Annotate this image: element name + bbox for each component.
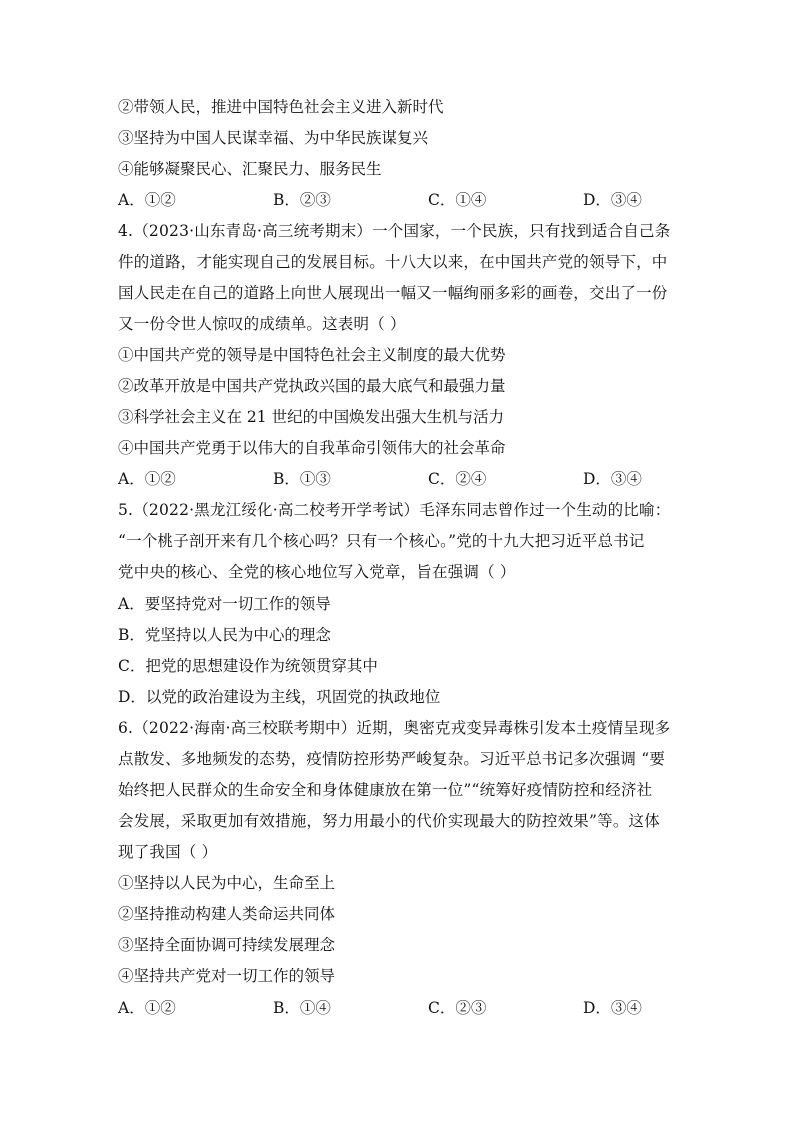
- q5-choice-b[interactable]: B．党坚持以人民为中心的理念: [118, 626, 331, 644]
- q6-stem-line-1: 6.（2022·海南·高三校联考期中）近期，奥密克戎变异毒株引发本土疫情呈现多: [118, 719, 671, 737]
- q5-choice-c[interactable]: C．把党的思想建设作为统领贯穿其中: [118, 657, 378, 675]
- q4-options: [118, 469, 678, 489]
- q3-option-d[interactable]: D．③④: [583, 191, 642, 209]
- q4-stem-line-3: 国人民走在自己的道路上向世人展现出一幅又一幅绚丽多彩的画卷，交出了一份: [118, 284, 668, 302]
- q6-stem-line-3: 始终把人民群众的生命安全和身体健康放在第一位”“统筹好疫情防控和经济社: [118, 781, 653, 799]
- q4-item-2: ②改革开放是中国共产党执政兴国的最大底气和最强力量: [118, 377, 506, 395]
- q4-option-b[interactable]: B．①③: [273, 470, 331, 488]
- q6-item-1: ①坚持以人民为中心，生命至上: [118, 874, 336, 892]
- q5-choice-d[interactable]: D．以党的政治建设为主线，巩固党的执政地位: [118, 688, 441, 706]
- q3-item-2: ②带领人民，推进中国特色社会主义进入新时代: [118, 98, 444, 116]
- q4-option-a[interactable]: A．①②: [118, 470, 176, 488]
- q6-stem-line-4: 会发展，采取更加有效措施，努力用最小的代价实现最大的防控效果”等。这体: [118, 812, 660, 830]
- q3-options: [118, 190, 678, 210]
- q4-stem-line-1: 4.（2023·山东青岛·高三统考期末）一个国家，一个民族，只有找到适合自己条: [118, 222, 671, 240]
- q5-choice-a[interactable]: A．要坚持党对一切工作的领导: [118, 595, 331, 613]
- q6-option-c[interactable]: C．②③: [428, 999, 487, 1017]
- q5-stem-line-3: 党中央的核心、全党的核心地位写入党章，旨在强调（ ）: [118, 563, 516, 581]
- q6-options: [118, 998, 678, 1018]
- q3-option-b[interactable]: B．②③: [273, 191, 331, 209]
- q4-option-c[interactable]: C．②④: [428, 470, 487, 488]
- q4-stem-line-2: 件的道路，才能实现自己的发展目标。十八大以来，在中国共产党的领导下，中: [118, 253, 668, 271]
- q6-item-2: ②坚持推动构建人类命运共同体: [118, 905, 336, 923]
- q4-item-1: ①中国共产党的领导是中国特色社会主义制度的最大优势: [118, 346, 506, 364]
- q4-item-3: ③科学社会主义在 21 世纪的中国焕发出强大生机与活力: [118, 408, 505, 426]
- q6-option-a[interactable]: A．①②: [118, 999, 176, 1017]
- q5-stem-line-2: “一个桃子剖开来有几个核心吗？只有一个核心。”党的十九大把习近平总书记: [118, 532, 645, 550]
- q5-stem-line-1: 5.（2022·黑龙江绥化·高二校考开学考试）毛泽东同志曾作过一个生动的比喻：: [118, 501, 671, 519]
- q6-option-b[interactable]: B．①④: [273, 999, 331, 1017]
- q6-item-3: ③坚持全面协调可持续发展理念: [118, 936, 336, 954]
- q6-item-4: ④坚持共产党对一切工作的领导: [118, 967, 336, 985]
- q6-option-d[interactable]: D．③④: [583, 999, 642, 1017]
- q3-item-3: ③坚持为中国人民谋幸福、为中华民族谋复兴: [118, 129, 429, 147]
- q4-item-4: ④中国共产党勇于以伟大的自我革命引领伟大的社会革命: [118, 439, 506, 457]
- q6-stem-line-5: 现了我国（ ）: [118, 843, 218, 861]
- q4-option-d[interactable]: D．③④: [583, 470, 642, 488]
- q3-option-a[interactable]: A．①②: [118, 191, 176, 209]
- q3-option-c[interactable]: C．①④: [428, 191, 487, 209]
- q6-stem-line-2: 点散发、多地频发的态势，疫情防控形势严峻复杂。习近平总书记多次强调 “要: [118, 750, 666, 768]
- q3-item-4: ④能够凝聚民心、汇聚民力、服务民生: [118, 160, 382, 178]
- q4-stem-line-4: 又一份令世人惊叹的成绩单。这表明（ ）: [118, 315, 406, 333]
